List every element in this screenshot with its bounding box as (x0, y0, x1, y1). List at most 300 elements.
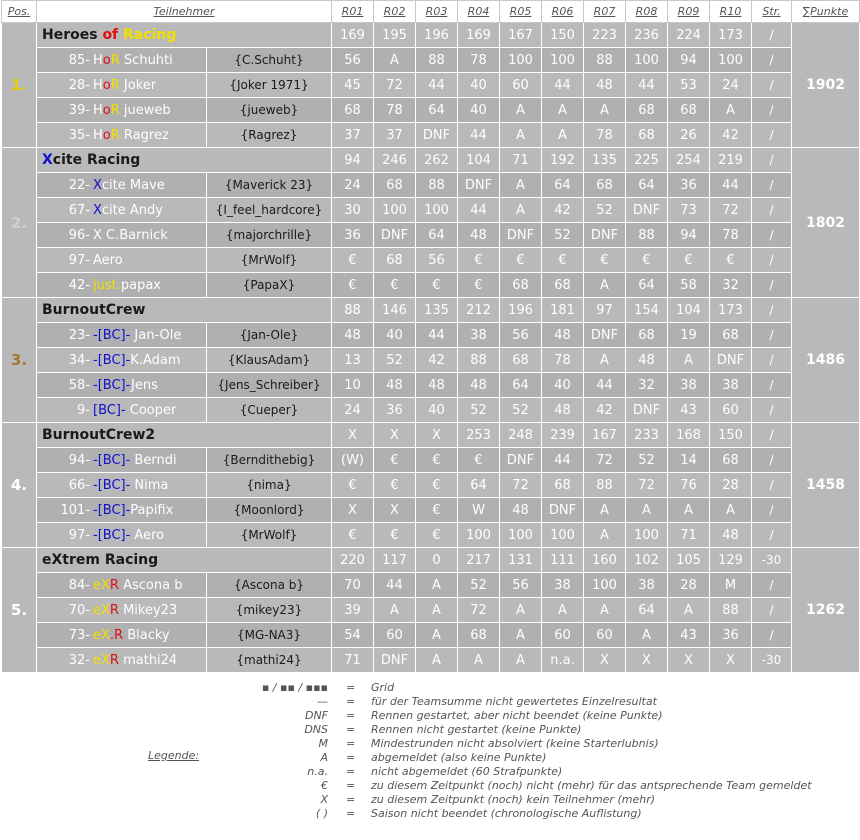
legend-row (0, 765, 860, 779)
driver-strafe: / (752, 273, 792, 298)
round-result: € (332, 523, 374, 548)
round-result: W (458, 498, 500, 523)
driver-strafe: / (752, 73, 792, 98)
legend-row (0, 793, 860, 807)
car-number: 34- (68, 352, 90, 368)
round-result: € (458, 448, 500, 473)
clan-tag: H (93, 127, 103, 143)
team-name (37, 298, 332, 323)
round-result: 100 (626, 48, 668, 73)
round-result: 64 (416, 223, 458, 248)
driver-name-cell (37, 273, 207, 298)
round-result: 58 (668, 273, 710, 298)
team-round-total: 146 (374, 298, 416, 323)
round-result: 39 (332, 598, 374, 623)
driver-strafe: / (752, 623, 792, 648)
round-result: 94 (668, 223, 710, 248)
driver-name-cell (37, 398, 207, 423)
round-result: 48 (374, 373, 416, 398)
driver-name-cell (37, 598, 207, 623)
round-result: 88 (416, 173, 458, 198)
driver-name: Schuhti (119, 52, 173, 68)
round-result: X (584, 648, 626, 673)
team-points: 1902 (792, 23, 860, 148)
legend-row (0, 723, 860, 737)
round-result: 32 (626, 373, 668, 398)
team-round-total: 131 (500, 548, 542, 573)
round-result: € (374, 448, 416, 473)
driver-name-cell (37, 498, 207, 523)
driver-name-cell (37, 223, 207, 248)
round-result: A (668, 598, 710, 623)
round-result: 19 (668, 323, 710, 348)
round-result: 88 (584, 473, 626, 498)
round-result: 88 (416, 48, 458, 73)
clan-tag: e (93, 652, 101, 668)
position: 1. (2, 23, 37, 148)
round-result: 72 (458, 598, 500, 623)
driver-nickname: {Maverick 23} (207, 173, 332, 198)
round-result: 48 (710, 523, 752, 548)
round-result: € (332, 248, 374, 273)
driver-nickname: {MG-NA3} (207, 623, 332, 648)
col-r05: R05 (500, 1, 542, 23)
team-round-total: 169 (458, 23, 500, 48)
car-number: 96- (68, 227, 90, 243)
car-number: 9- (77, 402, 90, 418)
round-result: € (332, 473, 374, 498)
clan-tag: X (101, 577, 110, 593)
round-result: 68 (584, 173, 626, 198)
legend-title: Legende: (148, 749, 200, 762)
team-row (2, 148, 860, 173)
round-result: 68 (500, 348, 542, 373)
round-result: A (500, 173, 542, 198)
round-result: A (584, 348, 626, 373)
legend-symbol: DNS (304, 723, 328, 736)
round-result: A (584, 98, 626, 123)
clan-tag: R (109, 577, 119, 593)
round-result: 42 (584, 398, 626, 423)
round-result: 100 (500, 48, 542, 73)
clan-tag: [BC]- (93, 402, 126, 418)
round-result: 64 (500, 373, 542, 398)
round-result: 68 (332, 98, 374, 123)
team-name (37, 148, 332, 173)
round-result: DNF (584, 223, 626, 248)
team-name (37, 23, 332, 48)
team-row (2, 423, 860, 448)
driver-name: cite Mave (101, 177, 165, 193)
clan-tag: H (93, 52, 103, 68)
legend-equals: = (346, 695, 356, 708)
round-result: € (416, 273, 458, 298)
position: 2. (2, 148, 37, 298)
round-result: 68 (668, 98, 710, 123)
team-round-total: 117 (374, 548, 416, 573)
round-result: 36 (668, 173, 710, 198)
round-result: 88 (584, 48, 626, 73)
round-result: 100 (374, 198, 416, 223)
clan-tag: -[BC]- (93, 377, 132, 393)
team-round-total: 192 (542, 148, 584, 173)
team-name-part: BurnoutCrew (42, 302, 146, 318)
round-result: € (374, 523, 416, 548)
clan-tag: R (110, 102, 120, 118)
driver-name: Blacky (123, 627, 170, 643)
driver-name: Ascona b (118, 577, 183, 593)
round-result: 68 (710, 448, 752, 473)
team-round-total: X (416, 423, 458, 448)
round-result: 88 (626, 223, 668, 248)
round-result: 56 (500, 573, 542, 598)
round-result: 48 (500, 498, 542, 523)
driver-row (2, 73, 860, 98)
team-round-total: 195 (374, 23, 416, 48)
round-result: 68 (626, 123, 668, 148)
round-result: A (668, 498, 710, 523)
round-result: 64 (416, 98, 458, 123)
legend-equals: = (346, 737, 356, 750)
round-result: 56 (416, 248, 458, 273)
round-result: 100 (710, 48, 752, 73)
round-result: 64 (626, 273, 668, 298)
round-result: DNF (458, 173, 500, 198)
driver-nickname: {Cueper} (207, 398, 332, 423)
round-result: DNF (710, 348, 752, 373)
driver-nickname: {nima} (207, 473, 332, 498)
car-number: 39- (68, 102, 90, 118)
round-result: 48 (626, 348, 668, 373)
round-result: 36 (710, 623, 752, 648)
driver-nickname: {PapaX} (207, 273, 332, 298)
round-result: 68 (500, 273, 542, 298)
driver-nickname: {Ascona b} (207, 573, 332, 598)
driver-nickname: {MrWolf} (207, 248, 332, 273)
round-result: 44 (458, 198, 500, 223)
driver-row (2, 48, 860, 73)
round-result: 52 (584, 198, 626, 223)
driver-name: cite Andy (101, 202, 163, 218)
round-result: 100 (416, 198, 458, 223)
round-result: € (668, 248, 710, 273)
round-result: X (710, 648, 752, 673)
round-result: 56 (500, 323, 542, 348)
clan-tag: o (102, 102, 111, 118)
round-result: 44 (710, 173, 752, 198)
round-result: 38 (626, 573, 668, 598)
driver-name-cell (37, 173, 207, 198)
round-result: € (458, 273, 500, 298)
round-result: 70 (332, 573, 374, 598)
round-result: A (584, 523, 626, 548)
driver-name-cell (37, 623, 207, 648)
driver-name: papax (120, 277, 161, 293)
legend-symbol: M (318, 737, 328, 750)
team-round-total: 129 (710, 548, 752, 573)
team-round-total: 154 (626, 298, 668, 323)
team-name-part: of (102, 27, 124, 43)
round-result: 30 (332, 198, 374, 223)
driver-name: Mikey23 (118, 602, 178, 618)
driver-strafe: / (752, 98, 792, 123)
clan-tag: e (93, 577, 101, 593)
round-result: A (584, 273, 626, 298)
car-number: 97- (68, 252, 90, 268)
round-result: € (584, 248, 626, 273)
round-result: 76 (668, 473, 710, 498)
clan-tag: X (93, 227, 102, 243)
car-number: 22- (68, 177, 90, 193)
team-strafe: -30 (752, 548, 792, 573)
team-round-total: 173 (710, 23, 752, 48)
round-result: M (710, 573, 752, 598)
team-round-total: 239 (542, 423, 584, 448)
team-round-total: 105 (668, 548, 710, 573)
round-result: € (374, 273, 416, 298)
driver-strafe: / (752, 223, 792, 248)
round-result: A (374, 48, 416, 73)
driver-name: Jan-Ole (130, 327, 182, 343)
clan-tag: X (101, 602, 110, 618)
car-number: 42- (68, 277, 90, 293)
round-result: 100 (500, 523, 542, 548)
round-result: 64 (542, 173, 584, 198)
position: 3. (2, 298, 37, 423)
round-result: A (416, 648, 458, 673)
driver-strafe: / (752, 48, 792, 73)
team-name-part: eXtrem Racing (42, 552, 159, 568)
round-result: 40 (542, 373, 584, 398)
legend-text: zu diesem Zeitpunkt (noch) nicht (mehr) für das antsprechende Team gemeldet (371, 779, 812, 792)
team-points: 1262 (792, 548, 860, 673)
round-result: 48 (416, 373, 458, 398)
round-result: DNF (374, 648, 416, 673)
driver-name: Aero (93, 252, 123, 268)
round-result: 40 (416, 398, 458, 423)
driver-nickname: {Berndithebig} (207, 448, 332, 473)
driver-nickname: {jueweb} (207, 98, 332, 123)
round-result: 52 (458, 573, 500, 598)
team-name-part: Heroes (42, 27, 103, 43)
clan-tag: X (93, 177, 102, 193)
driver-name-cell (37, 523, 207, 548)
position: 5. (2, 548, 37, 673)
round-result: 38 (668, 373, 710, 398)
driver-row (2, 323, 860, 348)
round-result: 88 (458, 348, 500, 373)
round-result: 100 (584, 573, 626, 598)
driver-row (2, 223, 860, 248)
legend-text: nicht abgemeldet (60 Strafpunkte) (371, 765, 563, 778)
team-name-part: Racing (123, 27, 177, 43)
team-name (37, 548, 332, 573)
round-result: 78 (374, 98, 416, 123)
driver-row (2, 173, 860, 198)
legend-equals: = (346, 709, 356, 722)
team-round-total: 160 (584, 548, 626, 573)
round-result: 56 (332, 48, 374, 73)
driver-row (2, 248, 860, 273)
car-number: 32- (68, 652, 90, 668)
round-result: 100 (542, 523, 584, 548)
clan-tag: e (93, 602, 101, 618)
legend-equals: = (346, 779, 356, 792)
clan-tag: e (93, 627, 101, 643)
car-number: 84- (68, 577, 90, 593)
col-r08: R08 (626, 1, 668, 23)
legend-symbol: € (321, 779, 328, 792)
round-result: A (542, 123, 584, 148)
driver-nickname: {mathi24} (207, 648, 332, 673)
round-result: € (416, 473, 458, 498)
driver-name-cell (37, 573, 207, 598)
round-result: 48 (458, 373, 500, 398)
driver-strafe: / (752, 473, 792, 498)
driver-name: Joker (119, 77, 157, 93)
clan-tag: H (93, 77, 103, 93)
driver-nickname: {KlausAdam} (207, 348, 332, 373)
round-result: 38 (542, 573, 584, 598)
legend-symbol: ( ) (315, 807, 328, 820)
round-result: 44 (416, 323, 458, 348)
team-round-total: 196 (416, 23, 458, 48)
round-result: 42 (542, 198, 584, 223)
driver-row (2, 448, 860, 473)
legend-row (0, 807, 860, 821)
clan-tag: -[BC]- (93, 477, 131, 493)
driver-nickname: {C.Schuht} (207, 48, 332, 73)
legend-symbol: n.a. (307, 765, 328, 778)
clan-tag: R (110, 52, 120, 68)
driver-name-cell (37, 248, 207, 273)
round-result: € (374, 473, 416, 498)
round-result: DNF (500, 448, 542, 473)
team-round-total: 104 (458, 148, 500, 173)
round-result: A (668, 348, 710, 373)
team-round-total: 248 (500, 423, 542, 448)
driver-row (2, 598, 860, 623)
driver-name: Ragrez (119, 127, 169, 143)
round-result: 64 (458, 473, 500, 498)
round-result: 71 (332, 648, 374, 673)
legend-row (0, 737, 860, 751)
round-result: 48 (542, 323, 584, 348)
round-result: 64 (626, 598, 668, 623)
team-round-total: 135 (416, 298, 458, 323)
clan-tag: .R (109, 627, 124, 643)
team-name-part: BurnoutCrew2 (42, 427, 156, 443)
round-result: A (626, 623, 668, 648)
team-round-total: 196 (500, 298, 542, 323)
legend (0, 673, 860, 823)
team-round-total: 236 (626, 23, 668, 48)
legend-row (0, 779, 860, 793)
driver-nickname: {Jan-Ole} (207, 323, 332, 348)
driver-name-cell (37, 198, 207, 223)
team-round-total: 220 (332, 548, 374, 573)
driver-row (2, 348, 860, 373)
team-round-total: X (374, 423, 416, 448)
driver-name-cell (37, 648, 207, 673)
driver-name-cell (37, 448, 207, 473)
driver-strafe: / (752, 373, 792, 398)
round-result: 44 (458, 123, 500, 148)
round-result: € (710, 248, 752, 273)
round-result: 52 (542, 223, 584, 248)
driver-row (2, 198, 860, 223)
driver-name: Papifix (130, 502, 174, 518)
driver-nickname: {Ragrez} (207, 123, 332, 148)
round-result: 45 (332, 73, 374, 98)
driver-row (2, 373, 860, 398)
driver-row (2, 573, 860, 598)
round-result: A (500, 98, 542, 123)
round-result: € (500, 248, 542, 273)
round-result: DNF (584, 323, 626, 348)
round-result: 48 (584, 73, 626, 98)
round-result: 78 (542, 348, 584, 373)
round-result: 40 (458, 73, 500, 98)
team-round-total: 0 (416, 548, 458, 573)
driver-nickname: {Jens_Schreiber} (207, 373, 332, 398)
col-r04: R04 (458, 1, 500, 23)
round-result: A (584, 498, 626, 523)
driver-strafe: / (752, 573, 792, 598)
round-result: 44 (374, 573, 416, 598)
round-result: 24 (332, 173, 374, 198)
driver-strafe: / (752, 173, 792, 198)
team-round-total: 225 (626, 148, 668, 173)
round-result: 52 (626, 448, 668, 473)
legend-row (0, 695, 860, 709)
round-result: 72 (626, 473, 668, 498)
driver-row (2, 623, 860, 648)
round-result: 53 (668, 73, 710, 98)
round-result: X (626, 648, 668, 673)
driver-row (2, 473, 860, 498)
team-round-total: 233 (626, 423, 668, 448)
team-round-total: 262 (416, 148, 458, 173)
round-result: 48 (458, 223, 500, 248)
driver-name: Cooper (125, 402, 177, 418)
driver-nickname: {MrWolf} (207, 523, 332, 548)
round-result: 24 (710, 73, 752, 98)
legend-text: abgemeldet (also keine Punkte) (371, 751, 547, 764)
round-result: X (668, 648, 710, 673)
team-round-total: 253 (458, 423, 500, 448)
round-result: 48 (542, 398, 584, 423)
legend-equals: = (346, 751, 356, 764)
round-result: 48 (332, 323, 374, 348)
round-result: A (710, 498, 752, 523)
round-result: 43 (668, 398, 710, 423)
round-result: 52 (374, 348, 416, 373)
round-result: 78 (584, 123, 626, 148)
driver-strafe: / (752, 498, 792, 523)
clan-tag: R (110, 127, 120, 143)
legend-symbol: — (317, 695, 328, 708)
clan-tag: -[BC]- (93, 452, 131, 468)
round-result: 14 (668, 448, 710, 473)
clan-tag: H (93, 102, 103, 118)
driver-strafe: / (752, 398, 792, 423)
driver-name: Nima (130, 477, 169, 493)
round-result: A (500, 123, 542, 148)
round-result: 26 (668, 123, 710, 148)
car-number: 70- (68, 602, 90, 618)
round-result: DNF (626, 198, 668, 223)
